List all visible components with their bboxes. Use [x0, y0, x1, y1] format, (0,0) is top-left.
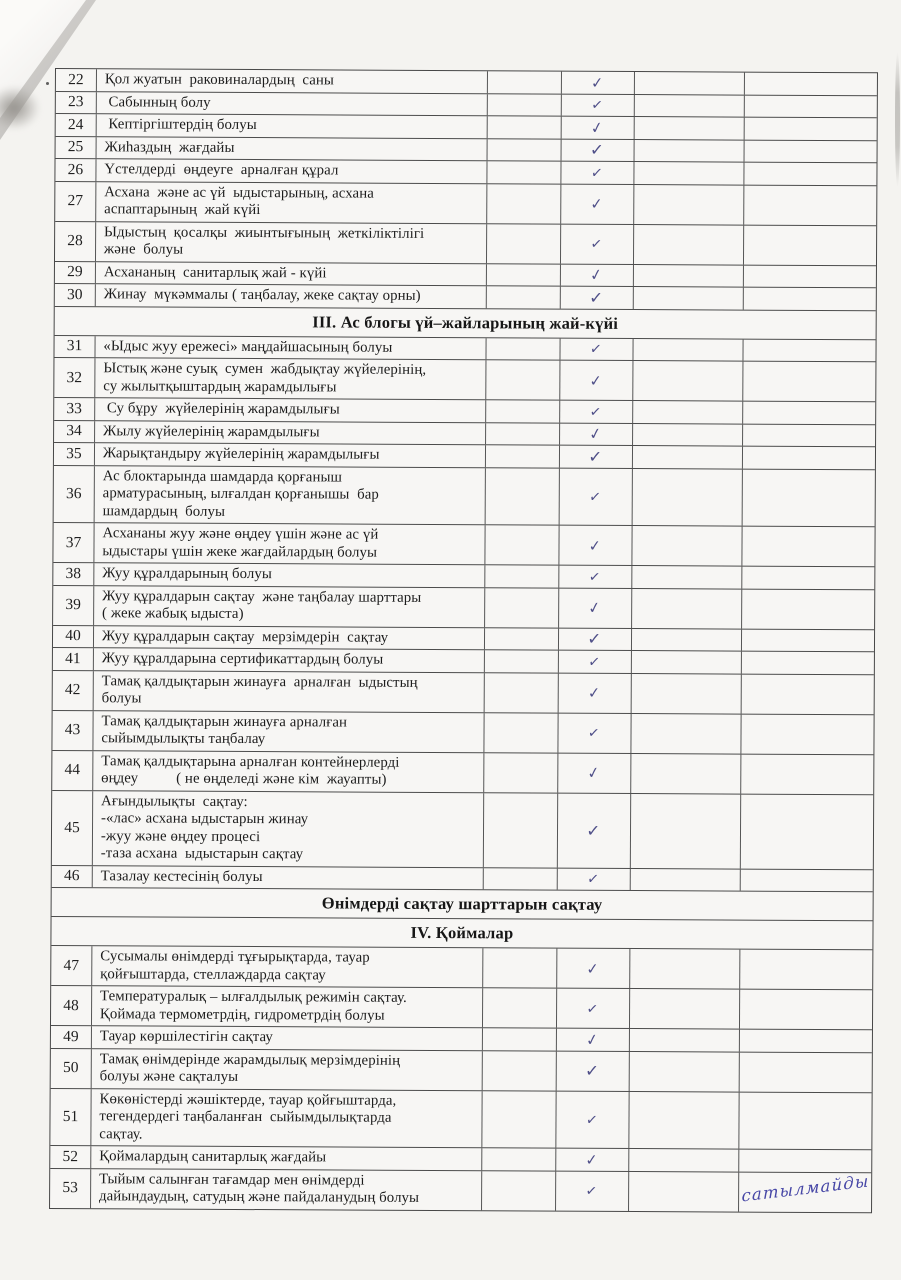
- empty-cell: [631, 469, 742, 526]
- row-description: Жуу құралдарын сақтау және таңбалау шарттары ( жеке жабық ыдыста): [93, 586, 484, 627]
- section-header: [52, 887, 873, 920]
- empty-cell: [482, 988, 556, 1027]
- checkmark-icon: ✓: [586, 762, 602, 784]
- empty-cell: [482, 1028, 556, 1050]
- table-row: [56, 113, 877, 140]
- row-description: Жылу жүйелерінің жарамдылығы: [94, 421, 485, 445]
- table-row: [55, 181, 876, 225]
- table-row: [53, 624, 874, 651]
- empty-cell: [630, 754, 741, 794]
- handwritten-note: сатылмайды: [741, 1170, 870, 1206]
- row-description: Асхана және ас үй ыдыстарының, асхана аспаптарының жай күйі: [95, 182, 486, 223]
- row-description: Тамақ өнімдерінде жарамдылық мерзімдерінің болуы және сақталуы: [91, 1049, 482, 1090]
- empty-cell: [483, 793, 557, 867]
- checkmark-icon: ✓: [587, 683, 602, 703]
- status-cell: [559, 361, 632, 400]
- table-row: [54, 357, 875, 401]
- empty-cell: [630, 651, 741, 673]
- row-number: 37: [65, 533, 82, 551]
- status-cell: [560, 184, 633, 223]
- status-cell: [555, 1171, 628, 1210]
- row-number: 45: [64, 818, 80, 836]
- notes-cell: [743, 362, 876, 402]
- table-row: [54, 442, 875, 469]
- notes-cell: [741, 674, 874, 714]
- section-header-label: Өнімдерді сақтау шарттарын сақтау: [321, 893, 603, 914]
- notes-cell: [739, 1150, 872, 1172]
- notes-cell: [741, 652, 874, 674]
- row-number: 40: [65, 627, 81, 645]
- empty-cell: [629, 794, 740, 869]
- table-row: [56, 69, 877, 95]
- table-row: [51, 1025, 872, 1052]
- notes-cell: [744, 73, 877, 95]
- empty-cell: [633, 117, 744, 139]
- checkmark-icon: ✓: [587, 651, 602, 672]
- notes-cell: [739, 1052, 872, 1092]
- notes-cell: [742, 447, 875, 469]
- empty-cell: [481, 1148, 555, 1170]
- row-number: 26: [67, 160, 84, 178]
- row-number: 48: [63, 996, 79, 1014]
- row-number: 38: [65, 564, 82, 582]
- empty-cell: [632, 446, 743, 468]
- section-header-label: IV. Қоймалар: [410, 922, 514, 943]
- row-description: Тазалау кестесінің болуы: [92, 866, 483, 890]
- empty-cell: [628, 1149, 739, 1171]
- empty-cell: [633, 140, 744, 162]
- empty-cell: [486, 184, 560, 223]
- checkmark-icon: ✓: [588, 423, 604, 445]
- status-cell: [559, 446, 632, 468]
- empty-cell: [485, 468, 559, 525]
- status-cell: [560, 162, 633, 184]
- checkmark-icon: ✓: [590, 194, 604, 214]
- row-number: 39: [65, 596, 81, 614]
- empty-cell: [630, 714, 741, 754]
- checkmark-icon: ✓: [590, 96, 605, 114]
- checkmark-icon: ✓: [586, 999, 600, 1018]
- notes-cell: [741, 714, 874, 754]
- row-description: Асхананың санитарлық жай - күйі: [95, 262, 486, 286]
- table-row: [55, 221, 876, 265]
- status-cell: [557, 673, 630, 712]
- empty-cell: [484, 525, 558, 564]
- empty-cell: [629, 949, 740, 989]
- row-number: 34: [66, 422, 82, 440]
- section-header: [55, 306, 876, 339]
- notes-cell: [739, 1030, 872, 1052]
- status-cell: [557, 713, 630, 752]
- empty-cell: [486, 264, 560, 286]
- notes-cell: [740, 794, 873, 869]
- empty-cell: [629, 989, 740, 1029]
- notes-cell: [739, 1092, 872, 1149]
- row-description: Асхананы жуу және өңдеу үшін және ас үй ыдыстары үшін жеке жағдайлардың болуы: [93, 523, 484, 564]
- notes-cell: [740, 950, 873, 990]
- empty-cell: [633, 72, 744, 94]
- table-row: [52, 789, 873, 868]
- inspection-checklist-table: [49, 68, 878, 1213]
- notes-cell: [743, 265, 876, 287]
- table-row: [56, 91, 877, 118]
- row-number: 51: [62, 1107, 79, 1125]
- row-number: 49: [63, 1027, 79, 1045]
- row-description: «Ыдыс жуу ережесі» маңдайшасының болуы: [94, 336, 485, 360]
- checkmark-icon: ✓: [590, 162, 605, 183]
- table-row: [50, 1145, 871, 1172]
- checkmark-icon: ✓: [585, 1060, 600, 1081]
- status-cell: [556, 1029, 629, 1051]
- row-number: 44: [64, 761, 81, 779]
- empty-cell: [485, 423, 559, 445]
- empty-cell: [628, 1172, 739, 1212]
- row-number: 27: [67, 192, 84, 210]
- checkmark-icon: ✓: [589, 402, 603, 421]
- empty-cell: [483, 868, 557, 890]
- table-row: [56, 136, 877, 163]
- row-description: Жуу құралдарының болуы: [93, 563, 484, 587]
- row-description: Тыйым салынған тағамдар мен өнімдерді дайындаудың, сатудың және пайдаланудың болуы: [90, 1169, 481, 1210]
- notes-cell: [744, 140, 877, 162]
- table-row: [55, 158, 876, 185]
- row-description: Қоймалардың санитарлық жағдайы: [90, 1146, 481, 1170]
- checkmark-icon: ✓: [585, 1181, 599, 1200]
- empty-cell: [484, 628, 558, 650]
- row-description: Сусымалы өнімдерді тұғырықтарда, тауар қойғыштарда, стеллаждарда сақтау: [91, 946, 482, 987]
- notes-cell: [743, 288, 876, 310]
- checkmark-icon: ✓: [587, 597, 603, 619]
- table-row: [52, 749, 873, 793]
- empty-cell: [486, 286, 560, 308]
- table-row: [54, 335, 875, 362]
- status-cell: [560, 224, 633, 263]
- status-cell: [559, 338, 632, 360]
- status-cell: [558, 651, 631, 673]
- status-cell: [559, 401, 632, 423]
- empty-cell: [481, 1091, 555, 1148]
- notes-cell: [743, 225, 876, 265]
- row-number: 29: [67, 263, 83, 281]
- empty-cell: [482, 948, 556, 987]
- empty-cell: [486, 224, 560, 263]
- section-header: [51, 916, 872, 949]
- empty-cell: [633, 162, 744, 184]
- empty-cell: [628, 1092, 739, 1149]
- checkmark-icon: ✓: [585, 1150, 599, 1169]
- status-cell: [560, 264, 633, 286]
- row-description: Тамақ қалдықтарын жинауға арналған сыйымдылықты таңбалау: [92, 711, 483, 752]
- row-number: 47: [63, 956, 80, 974]
- empty-cell: [632, 424, 743, 446]
- row-description: Ыстық және суық сумен жабдықтау жүйелерінің, су жылытқыштардың жарамдылығы: [94, 358, 485, 399]
- checkmark-icon: ✓: [588, 264, 605, 286]
- row-description: Ас блоктарында шамдарда қорғаныш арматурасының, ылғалдан қорғанышы бар шамдардың болуы: [94, 466, 485, 525]
- empty-cell: [628, 1029, 739, 1051]
- checkmark-icon: ✓: [587, 723, 601, 742]
- table-row: [53, 647, 874, 674]
- row-number: 30: [66, 285, 83, 303]
- row-description: Тамақ қалдықтарын жинауға арналған ыдыстың болуы: [93, 671, 484, 712]
- table-row: [53, 669, 874, 713]
- empty-cell: [484, 673, 558, 712]
- checkmark-icon: ✓: [588, 486, 603, 507]
- row-description: Жуу құралдарына сертификаттардың болуы: [93, 648, 484, 672]
- status-cell: [557, 793, 630, 867]
- empty-cell: [632, 339, 743, 361]
- notes-cell: [742, 424, 875, 446]
- row-description: Қол жуатын раковиналардың саны: [96, 69, 487, 93]
- row-number: 52: [62, 1147, 79, 1165]
- empty-cell: [487, 116, 561, 138]
- empty-cell: [484, 588, 558, 627]
- section-header-label: III. Ас блогы үй–жайларының жай-күйі: [312, 311, 619, 333]
- row-description: Жиһаздың жағдайы: [95, 137, 486, 161]
- row-number: 53: [62, 1179, 78, 1197]
- empty-cell: [630, 674, 741, 714]
- status-cell: [561, 94, 634, 116]
- status-cell: [560, 287, 633, 309]
- row-description: Үстелдерді өңдеуге арналған құрал: [95, 159, 486, 183]
- table-row: [54, 420, 875, 447]
- empty-cell: [633, 225, 744, 265]
- table-row: [50, 1087, 871, 1149]
- checkmark-icon: ✓: [589, 117, 606, 138]
- notes-cell: [741, 629, 874, 651]
- empty-cell: [632, 401, 743, 423]
- empty-cell: [487, 71, 561, 93]
- row-number: 43: [64, 721, 81, 739]
- status-cell: [555, 1149, 628, 1171]
- table-row: [51, 1047, 872, 1091]
- table-row: [50, 1167, 871, 1211]
- row-number: 50: [62, 1059, 79, 1077]
- checkmark-icon: ✓: [586, 869, 601, 889]
- row-description: Тауар көршілестігін сақтау: [91, 1026, 482, 1050]
- row-description: Жуу құралдарын сақтау мерзімдерін сақтау: [93, 626, 484, 650]
- notes-cell: [742, 402, 875, 424]
- status-cell: [560, 139, 633, 161]
- notes-cell: [742, 567, 875, 589]
- checkmark-icon: ✓: [588, 567, 602, 586]
- status-cell: [558, 526, 631, 565]
- row-description: Жарықтандыру жүйелерінің жарамдылығы: [94, 443, 485, 467]
- checkmark-icon: ✓: [588, 535, 603, 555]
- empty-cell: [484, 565, 558, 587]
- notes-cell: [741, 589, 874, 629]
- empty-cell: [629, 869, 740, 891]
- table-row: [53, 584, 874, 628]
- paper-edge-shadow: [895, 52, 900, 187]
- table-row: [51, 945, 872, 989]
- row-description: Ағындылықты сақтау: -«лас» асхана ыдыстарын жинау -жуу және өңдеу процесі -таза асхана ыдыстарын сақтау: [92, 791, 483, 867]
- row-number: 32: [66, 368, 83, 386]
- status-cell: [558, 588, 631, 627]
- empty-cell: [486, 139, 560, 161]
- table-row: [55, 283, 876, 310]
- row-number: 23: [67, 93, 84, 111]
- empty-cell: [485, 445, 559, 467]
- empty-cell: [633, 95, 744, 117]
- page-fold-dark-crease: [0, 86, 40, 130]
- status-cell: [559, 423, 632, 445]
- status-cell: [556, 989, 629, 1028]
- empty-cell: [632, 287, 743, 309]
- row-number: 41: [65, 649, 81, 667]
- table-row: [52, 864, 873, 891]
- status-cell: [555, 1091, 628, 1148]
- table-row: [53, 562, 874, 589]
- empty-cell: [484, 650, 558, 672]
- empty-cell: [628, 1052, 739, 1092]
- row-number: 28: [67, 232, 83, 250]
- notes-cell: [742, 469, 875, 526]
- notes-cell: [744, 95, 877, 117]
- status-cell: [561, 72, 634, 94]
- empty-cell: [485, 360, 559, 399]
- row-description: Тамақ қалдықтарына арналған контейнерлерді өңдеу ( не өңделеді және кім жауапты): [92, 751, 483, 792]
- empty-cell: [631, 566, 742, 588]
- row-description: Ыдыстың қосалқы жиынтығының жеткіліктілігі және болуы: [95, 222, 486, 263]
- checkmark-icon: ✓: [587, 628, 603, 650]
- status-cell: [557, 753, 630, 792]
- row-description: Су бұру жүйелерінің жарамдылығы: [94, 398, 485, 422]
- ink-speck: [46, 82, 49, 85]
- row-number: 42: [64, 681, 81, 699]
- checkmark-icon: ✓: [589, 139, 605, 161]
- empty-cell: [631, 526, 742, 566]
- checkmark-icon: ✓: [590, 234, 604, 253]
- empty-cell: [483, 713, 557, 752]
- empty-cell: [483, 753, 557, 792]
- notes-cell: [739, 990, 872, 1030]
- table-row: [52, 709, 873, 753]
- notes-cell: [744, 185, 877, 225]
- checkmark-icon: ✓: [584, 1029, 601, 1050]
- row-number: 22: [68, 70, 84, 88]
- table-row: [54, 397, 875, 424]
- status-cell: [560, 117, 633, 139]
- empty-cell: [485, 400, 559, 422]
- row-description: Кептіргіштердің болуы: [96, 114, 487, 138]
- status-cell: [556, 868, 629, 890]
- notes-cell: [741, 754, 874, 794]
- notes-cell: [744, 118, 877, 140]
- table-row: [55, 261, 876, 288]
- row-number: 25: [67, 138, 84, 156]
- checkmark-icon: ✓: [585, 1109, 600, 1130]
- empty-cell: [632, 265, 743, 287]
- empty-cell: [633, 185, 744, 225]
- row-number: 24: [67, 115, 84, 133]
- notes-cell: [744, 163, 877, 185]
- row-description: Температуралық – ылғалдылық режимін сақтау. Қоймада термометрдің, гидрометрдің болуы: [91, 986, 482, 1027]
- checkmark-icon: ✓: [588, 446, 603, 467]
- row-number: 46: [63, 867, 80, 885]
- empty-cell: [485, 338, 559, 360]
- empty-cell: [632, 361, 743, 401]
- empty-cell: [631, 629, 742, 651]
- row-number: 31: [66, 337, 83, 355]
- status-cell: [558, 566, 631, 588]
- checkmark-icon: ✓: [586, 820, 602, 841]
- empty-cell: [482, 1051, 556, 1090]
- row-description: Көкөністерді жәшіктерде, тауар қойғыштарда, тегендердегі таңбаланған сыйымдылықтарда сақтау.: [90, 1089, 481, 1148]
- status-cell: [556, 949, 629, 988]
- notes-cell: [738, 1172, 871, 1212]
- row-description: Сабынның болу: [96, 92, 487, 116]
- status-cell: [558, 468, 631, 525]
- checkmark-icon: ✓: [589, 287, 604, 308]
- empty-cell: [486, 161, 560, 183]
- status-cell: [555, 1051, 628, 1090]
- row-number: 35: [66, 444, 82, 462]
- row-number: 33: [66, 399, 82, 417]
- empty-cell: [631, 589, 742, 629]
- empty-cell: [487, 94, 561, 116]
- row-number: 36: [65, 484, 82, 502]
- checkmark-icon: ✓: [589, 370, 603, 390]
- notes-cell: [742, 527, 875, 567]
- table-row: [51, 985, 872, 1029]
- checkmark-icon: ✓: [586, 958, 600, 978]
- table-row: [53, 522, 874, 566]
- row-description: Жинау мүкәммалы ( таңбалау, жеке сақтау орны): [95, 284, 486, 308]
- notes-cell: [740, 869, 873, 891]
- notes-cell: [743, 339, 876, 361]
- empty-cell: [481, 1171, 555, 1210]
- status-cell: [558, 628, 631, 650]
- table-row: [54, 464, 875, 526]
- checkmark-icon: ✓: [589, 339, 604, 359]
- checkmark-icon: ✓: [590, 73, 605, 92]
